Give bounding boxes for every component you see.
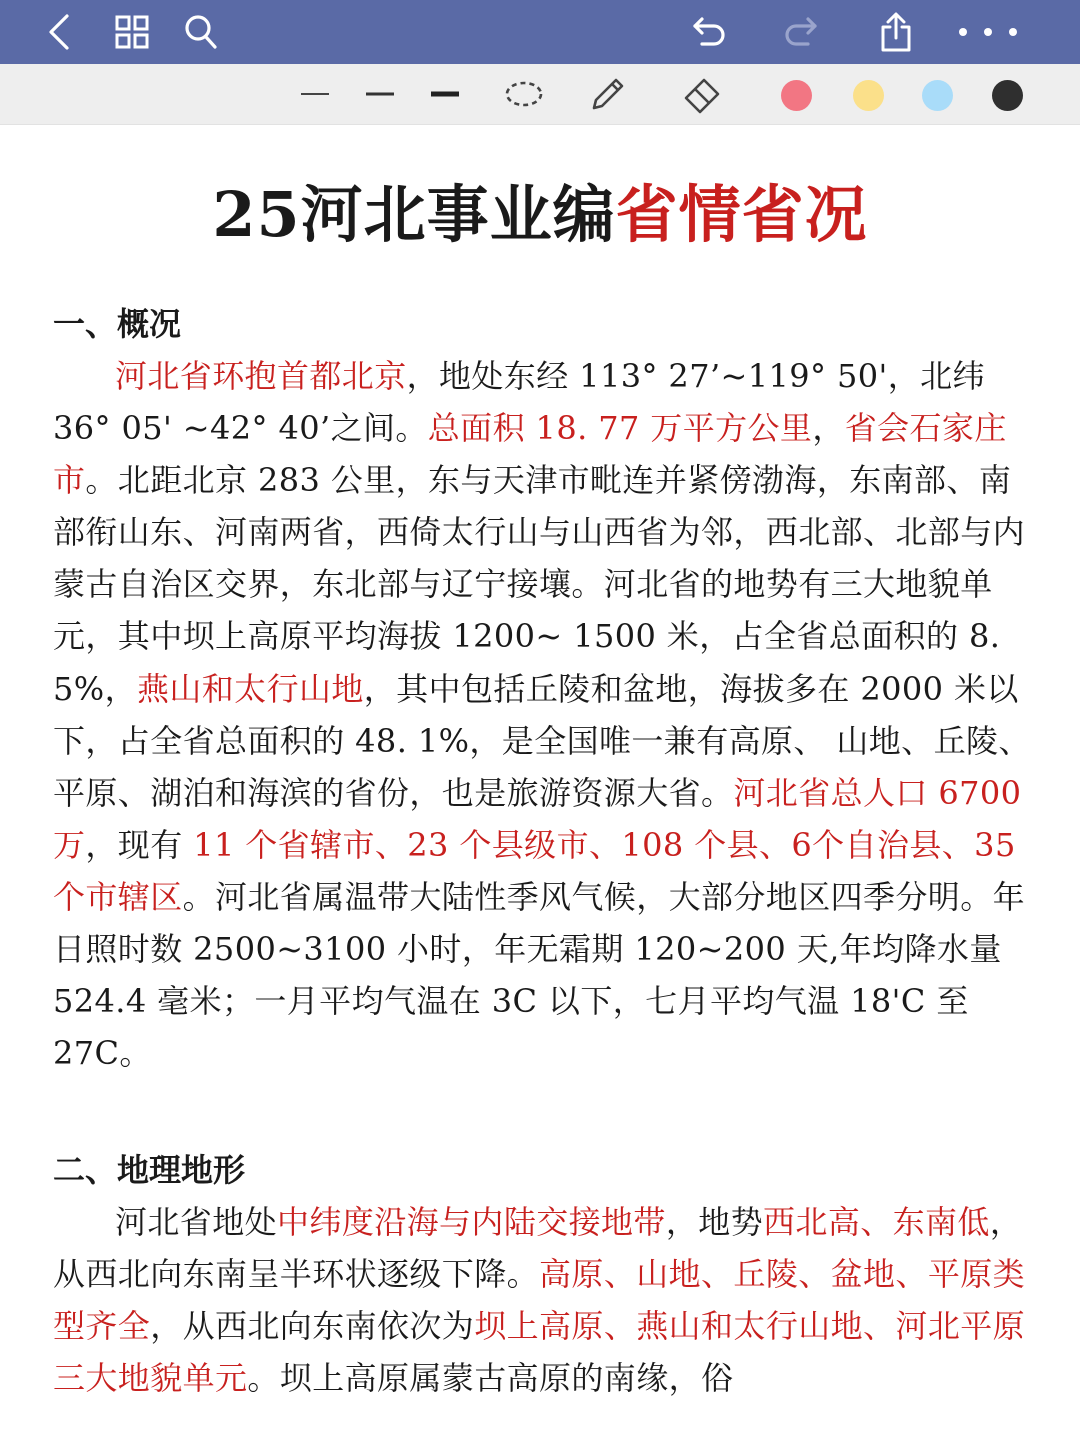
- black-color-swatch[interactable]: [992, 80, 1023, 111]
- title-plain: 25河北事业编: [212, 178, 616, 251]
- more-icon[interactable]: [948, 0, 1028, 64]
- body-text: 。河北省属温带大陆性季风气候，大部分地区四季分明。年日照时数 2500~3100 小时，年无霜期 120~200 天,年均降水量 524.4 毫米；一月平均气温在 3C 以下，七月平均气温 18'C 至 27C。: [53, 877, 1026, 1073]
- thin-line-icon[interactable]: [296, 64, 334, 124]
- section-heading-geography: 二、地理地形: [53, 1151, 246, 1189]
- page-title: [0, 170, 1080, 260]
- undo-icon[interactable]: [684, 0, 734, 64]
- highlighted-text: 总面积 18. 77 万平方公里: [427, 409, 813, 448]
- body-text: 。坝上高原属蒙古高原的南缘，俗: [247, 1359, 734, 1398]
- geography-paragraph: [53, 1196, 1033, 1404]
- drawing-toolbar: [0, 64, 1080, 125]
- blue-color-swatch[interactable]: [922, 80, 953, 111]
- highlighted-text: 西北高、东南低: [763, 1203, 990, 1241]
- body-text: ，地处东经 113° 27’~119° 50'，北纬 36° 05' ~42° 40’之间。: [53, 357, 985, 448]
- section-heading-overview: 一、概况: [53, 305, 182, 343]
- highlighted-text: 高原、山地、丘陵、盆地、平原类型齐全: [53, 1255, 1026, 1346]
- grid-icon[interactable]: [106, 0, 158, 64]
- highlighted-text: 中纬度沿海与内陆交接地带: [277, 1203, 666, 1241]
- overview-paragraph: [53, 350, 1033, 1079]
- highlighted-text: 河北省环抱首都北京: [115, 357, 407, 395]
- pink-color-swatch[interactable]: [781, 80, 812, 111]
- medium-line-icon[interactable]: [360, 64, 400, 124]
- thick-line-icon[interactable]: [425, 64, 465, 124]
- pencil-icon[interactable]: [586, 64, 630, 124]
- highlighted-text: 省会石家庄市: [53, 409, 1007, 500]
- top-navigation-bar: [0, 0, 1080, 64]
- redo-icon[interactable]: [776, 0, 826, 64]
- body-text: 。北距北京 283 公里，东与天津市毗连并紧傍渤海，东南部、南部衔山东、河南两省，西倚太行山与山西省为邻，西北部、北部与内蒙古自治区交界，东北部与辽宁接壤。河北省的地势有三大地貌单元，其中坝上高原平均海拔 1200~ 1500 米，占全省总面积的 8. 5%，: [53, 461, 1026, 708]
- body-text: ，地势: [665, 1203, 764, 1241]
- lasso-icon[interactable]: [502, 64, 546, 124]
- body-text: ，从西北向东南呈半环状逐级下降。: [53, 1203, 1023, 1294]
- title-highlight: 省情省况: [615, 178, 868, 251]
- body-text: 河北省地处: [115, 1203, 278, 1241]
- highlighted-text: 坝上高原、燕山和太行山地、河北平原三大地貌单元: [53, 1307, 1026, 1398]
- highlighted-text: 11 个省辖市、23 个县级市、108 个县、6个自治县、35 个市辖区: [53, 825, 1016, 916]
- yellow-color-swatch[interactable]: [853, 80, 884, 111]
- search-icon[interactable]: [176, 0, 226, 64]
- share-icon[interactable]: [870, 0, 922, 64]
- body-text: ，现有: [85, 825, 194, 864]
- eraser-icon[interactable]: [680, 64, 726, 124]
- body-text: ，: [812, 409, 845, 448]
- highlighted-text: 河北省总人口 6700 万: [53, 773, 1022, 864]
- body-text: ，从西北向东南依次为: [150, 1307, 475, 1346]
- highlighted-text: 燕山和太行山地: [136, 669, 364, 708]
- body-text: ，其中包括丘陵和盆地，海拔多在 2000 米以下，占全省总面积的 48. 1%，是全国唯一兼有高原、 山地、丘陵、平原、湖泊和海滨的省份，也是旅游资源大省。: [53, 669, 1031, 812]
- back-icon[interactable]: [34, 0, 84, 64]
